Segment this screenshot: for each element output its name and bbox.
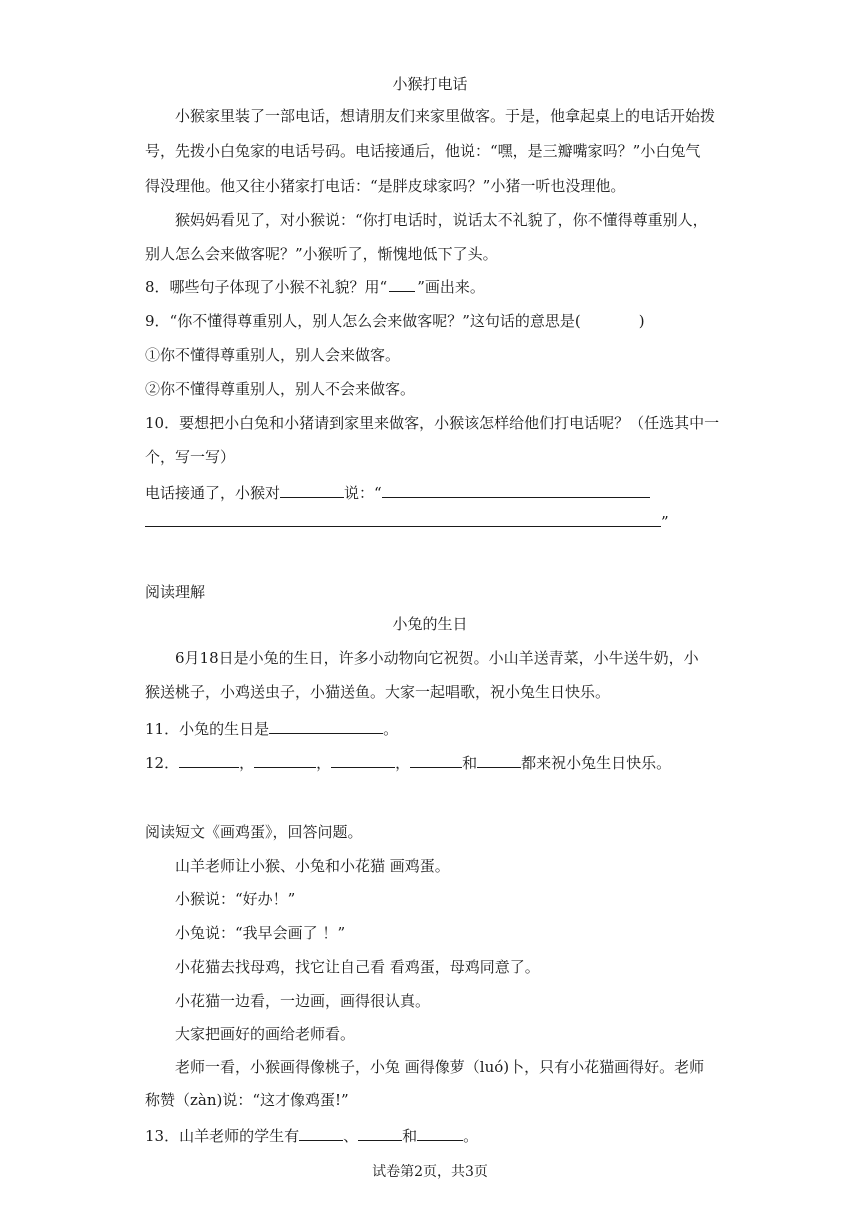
passage-line: 6月18日是小兔的生日，许多小动物向它祝贺。小山羊送青菜，小牛送牛奶，小 — [175, 649, 699, 667]
answer-blank[interactable] — [331, 751, 395, 768]
question-10-fill-line2 — [145, 510, 669, 532]
section-label: 阅读理解 — [145, 583, 206, 601]
passage-line: 猴妈妈看见了，对小猴说：“你打电话时，说话太不礼貌了，你不懂得尊重别人， — [175, 211, 708, 229]
answer-blank[interactable] — [280, 481, 344, 498]
passage-line: 小猴家里装了一部电话，想请朋友们来家里做客。于是，他拿起桌上的电话开始拨 — [175, 107, 716, 125]
separator: ， — [395, 754, 411, 772]
question-11-text: 11．小兔的生日是 — [145, 720, 270, 738]
question-9-close: ) — [638, 312, 645, 330]
question-9 — [145, 311, 645, 331]
passage-line: 猴送桃子，小鸡送虫子，小猫送鱼。大家一起唱歌，祝小兔生日快乐。 — [145, 683, 611, 701]
question-number: 12． — [145, 754, 180, 772]
close-quote: ” — [661, 513, 669, 531]
passage-line: 小兔说：“我早会画了 ！” — [175, 924, 346, 942]
fill-text: 电话接通了，小猴对 — [145, 484, 281, 502]
question-10-line1: 10．要想把小白兔和小猪请到家里来做客，小猴该怎样给他们打电话呢？（任选其中一 — [145, 414, 720, 432]
question-11-end: 。 — [383, 720, 399, 738]
answer-blank[interactable] — [269, 717, 383, 734]
passage-line: 山羊老师让小猴、小兔和小花猫 画鸡蛋。 — [175, 857, 450, 875]
answer-blank[interactable] — [145, 510, 661, 527]
separator: ， — [316, 754, 332, 772]
answer-blank[interactable] — [254, 751, 316, 768]
separator: ， — [239, 754, 255, 772]
question-9-text: 9．“你不懂得尊重别人，别人怎么会来做客呢？”这句话的意思是( — [145, 312, 581, 330]
passage-line: 得没理他。他又往小猪家打电话：“是胖皮球家吗？”小猪一听也没理他。 — [145, 177, 626, 195]
separator: 、 — [343, 1127, 359, 1145]
underline-mark-sample — [389, 277, 415, 292]
passage-line: 号，先拨小白兔家的电话号码。电话接通后，他说：“嘿，是三瓣嘴家吗？”小白兔气 — [145, 142, 701, 160]
question-10-line2: 个，写一写） — [145, 448, 236, 466]
page-footer: 试卷第2页，共3页 — [372, 1164, 488, 1180]
section-intro: 阅读短文《画鸡蛋》，回答问题。 — [145, 823, 363, 841]
passage-line: 小花猫一边看，一边画，画得很认真。 — [175, 992, 431, 1010]
passage-title: 小兔的生日 — [392, 615, 468, 633]
answer-blank[interactable] — [299, 1124, 343, 1141]
option-2[interactable]: ②你不懂得尊重别人，别人不会来做客。 — [145, 380, 416, 398]
answer-blank[interactable] — [417, 1124, 463, 1141]
passage-title: 小猴打电话 — [392, 75, 468, 93]
question-13-text: 13．山羊老师的学生有 — [145, 1127, 300, 1145]
question-8-text-end: ”画出来。 — [417, 278, 485, 296]
fill-text: 说：“ — [344, 484, 382, 502]
question-12 — [145, 751, 671, 773]
passage-line: 大家把画好的画给老师看。 — [175, 1025, 356, 1043]
passage-line: 小花猫去找母鸡，找它让自己看 看鸡蛋，母鸡同意了。 — [175, 958, 540, 976]
question-11 — [145, 717, 398, 739]
passage-line: 别人怎么会来做客呢？”小猴听了，惭愧地低下了头。 — [145, 245, 498, 263]
answer-blank[interactable] — [477, 751, 521, 768]
answer-blank[interactable] — [179, 751, 239, 768]
conjunction: 和 — [462, 754, 478, 772]
passage-line: 老师一看，小猴画得像桃子，小兔 画得像萝（luó)卜，只有小花猫画得好。老师 — [175, 1058, 705, 1076]
question-13 — [145, 1124, 478, 1146]
question-12-end: 都来祝小兔生日快乐。 — [521, 754, 672, 772]
question-13-end: 。 — [463, 1127, 479, 1145]
answer-blank[interactable] — [358, 1124, 402, 1141]
answer-blank[interactable] — [382, 481, 650, 498]
option-1[interactable]: ①你不懂得尊重别人，别人会来做客。 — [145, 346, 401, 364]
question-8-text: 8．哪些句子体现了小猴不礼貌？用“ — [145, 278, 388, 296]
passage-line: 称赞（zàn)说：“这才像鸡蛋!” — [145, 1091, 349, 1109]
question-10-fill — [145, 481, 650, 503]
answer-blank[interactable] — [410, 751, 462, 768]
passage-line: 小猴说：“好办！” — [175, 890, 296, 908]
conjunction: 和 — [402, 1127, 418, 1145]
question-8 — [145, 277, 485, 297]
